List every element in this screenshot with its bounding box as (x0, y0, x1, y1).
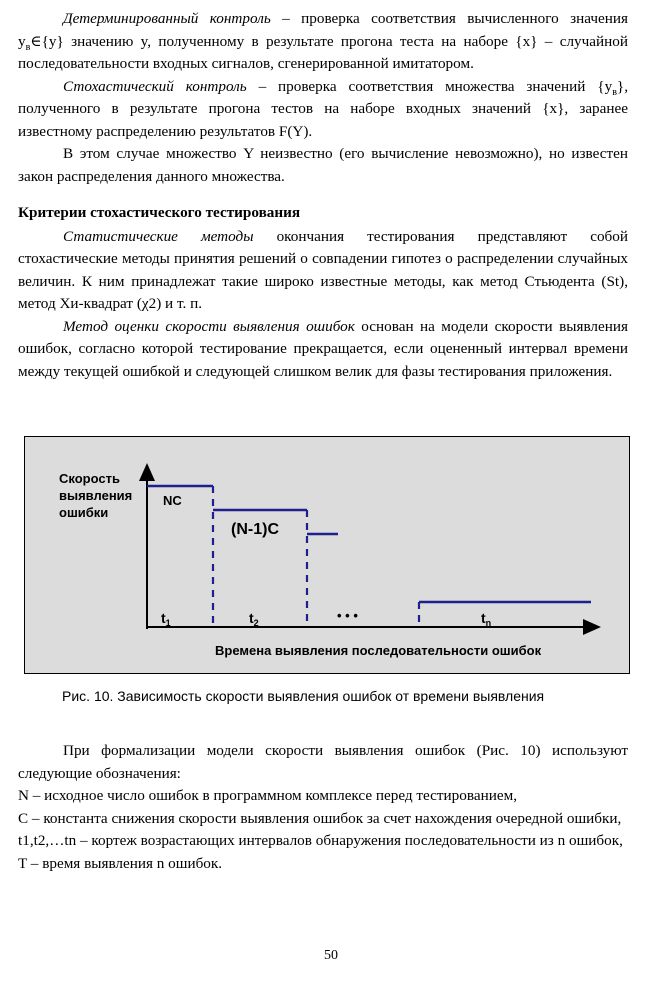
paragraph-error-rate-method: Метод оценки скорости выявления ошибок основан на модели скорости выявления ошибок, согласно которой тестирование прекращается, если оцененный интервал времени между текущей ошибкой и следующей слишком велик для фазы тестирования приложения. (18, 317, 628, 380)
top-text-block (18, 8, 628, 383)
label-t2: $t_2$ (249, 610, 259, 628)
error-rate-figure (24, 436, 630, 674)
label-nc: NC (163, 493, 182, 508)
term-stochastic: Стохастический контроль (63, 77, 247, 95)
paragraph-statistical-methods: Статистические методы окончания тестирования представляют собой стохастические методы принятия решений о совпадении гипотез о распределении случайных величин. К ним принадлежат такие широко известные методы, как метод Стьюдента (St), метод Хи-квадрат (χ2) и т. п. (18, 227, 628, 312)
term-deterministic: Детерминированный контроль (63, 10, 271, 27)
definition-n: N – исходное число ошибок в программном комплексе перед тестированием, (18, 787, 517, 804)
paragraph-deterministic-control: Детерминированный контроль – проверка соответствия вычисленного значения $y_в\in\{y\}$ значению y, полученному в результате прогона теста на наборе {x} – случайной последовательности входных сигналов, сгенерированной имитатором. (18, 10, 628, 72)
definition-t: t1,t2,…tn – кортеж возрастающих интервалов обнаружения последовательности из n ошибок, (18, 832, 623, 849)
error-rate-diagram (25, 437, 629, 673)
label-t1: $t_1$ (161, 610, 171, 628)
definition-c: C – константа снижения скорости выявления ошибок за счет нахождения очередной ошибки, (18, 809, 622, 827)
paragraph-unknown-set: В этом случае множество Y неизвестно (его вычисление невозможно), но известен закон распределения данного множества. (18, 145, 628, 185)
label-n-1-c: (N-1)C (231, 521, 279, 538)
bottom-text-block (18, 740, 628, 875)
label-tn: $t_n$ (481, 610, 492, 628)
page-number: 50 (324, 948, 338, 963)
definition-time: T – время выявления n ошибок. (18, 854, 223, 872)
paragraph-stochastic-control: Стохастический контроль – проверка соответствия множества значений $\{y_в\}$, полученного в результате прогона тестов на наборе входных значений {x}, заранее известному распределению результатов F(Y). (18, 77, 629, 140)
x-axis-label: Времена выявления последовательности ошибок (215, 643, 542, 658)
ellipsis-dots: • • • (337, 608, 358, 623)
paragraph-formalization: При формализации модели скорости выявления ошибок (Рис. 10) используют следующие обозначения: (18, 742, 628, 782)
y-axis-label-1: Скорость (59, 471, 120, 486)
y-axis-label-2: выявления (59, 488, 133, 503)
figure-caption: Рис. 10. Зависимость скорости выявления ошибок от времени выявления (62, 688, 545, 704)
section-heading: Критерии стохастического тестирования (18, 204, 301, 221)
y-axis-label-3: ошибки (59, 505, 109, 520)
